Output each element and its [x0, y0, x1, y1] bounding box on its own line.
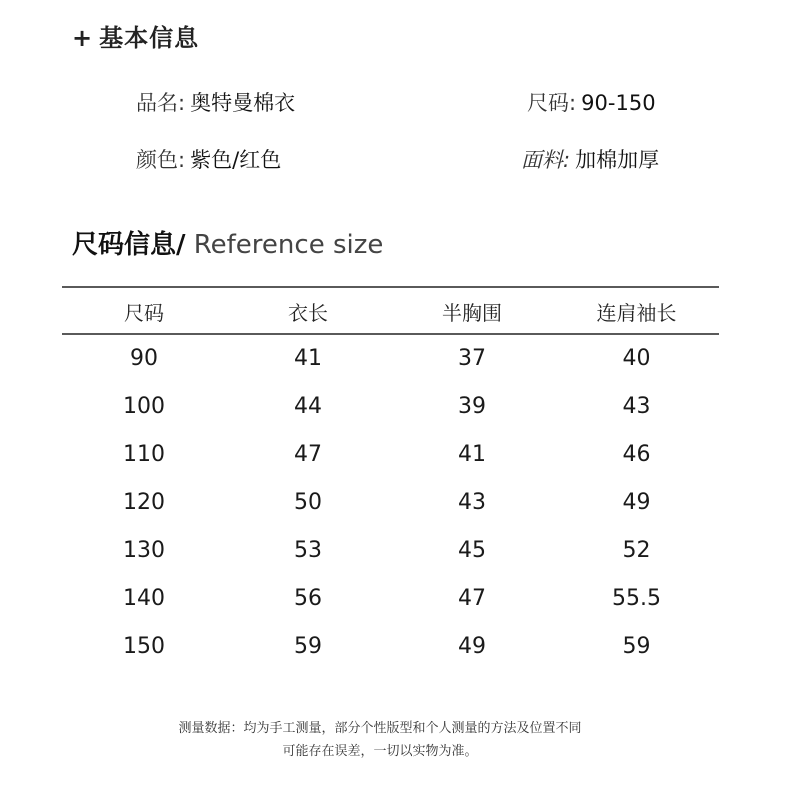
size-info-title-cn: 尺码信息/ — [72, 230, 186, 260]
basic-info-title — [72, 18, 199, 53]
header-sleeve-length: 连肩袖长 — [596, 301, 677, 325]
cell-sleeve-length: 43 — [622, 393, 651, 419]
cell-half-chest: 49 — [458, 633, 486, 659]
header-length: 衣长 — [288, 301, 328, 325]
cell-size: 90 — [130, 345, 158, 371]
table-row — [62, 526, 719, 574]
cell-sleeve-length: 55.5 — [612, 585, 661, 611]
product-name-field — [136, 87, 295, 117]
cell-length: 56 — [294, 585, 322, 611]
product-name-value: 奥特曼棉衣 — [190, 91, 296, 115]
color-label: 颜色: — [136, 148, 186, 172]
table-row — [62, 574, 719, 622]
table-row — [62, 622, 719, 670]
size-table — [62, 289, 719, 670]
cell-length: 41 — [294, 345, 322, 371]
cell-size: 100 — [123, 393, 165, 419]
color-field — [136, 144, 281, 174]
cell-size: 120 — [123, 489, 165, 515]
size-info-title-en: Reference size — [185, 230, 384, 260]
footnote-line-1: 测量数据：均为手工测量，部分个性版型和个人测量的方法及位置不同 — [178, 721, 582, 736]
fabric-label: 面料: — [521, 148, 571, 172]
cell-sleeve-length: 52 — [622, 537, 651, 563]
fabric-field — [521, 144, 659, 174]
cell-half-chest: 47 — [458, 585, 486, 611]
size-range-field — [527, 87, 656, 117]
cell-sleeve-length: 40 — [622, 345, 651, 371]
table-row — [62, 382, 719, 430]
table-row — [62, 430, 719, 478]
footnote-line-2: 可能存在误差，一切以实物为准。 — [282, 744, 478, 759]
basic-info-title-text: 基本信息 — [99, 24, 200, 52]
cell-size: 130 — [123, 537, 165, 563]
color-value: 紫色/红色 — [190, 148, 282, 172]
cell-length: 59 — [294, 633, 322, 659]
cell-half-chest: 43 — [458, 489, 486, 515]
table-row — [62, 478, 719, 526]
size-info-title — [72, 224, 383, 261]
cell-size: 150 — [123, 633, 165, 659]
header-half-chest: 半胸围 — [442, 301, 502, 325]
cell-half-chest: 45 — [458, 537, 486, 563]
table-body — [62, 334, 719, 670]
cell-length: 53 — [294, 537, 322, 563]
size-range-label: 尺码: — [527, 91, 577, 115]
product-name-label: 品名: — [136, 91, 186, 115]
cell-half-chest: 37 — [458, 345, 486, 371]
header-size: 尺码 — [124, 301, 164, 325]
cell-length: 44 — [294, 393, 322, 419]
size-range-value: 90-150 — [581, 91, 656, 115]
cell-size: 110 — [123, 441, 165, 467]
cell-sleeve-length: 59 — [622, 633, 651, 659]
fabric-value: 加棉加厚 — [575, 148, 660, 172]
table-header-row — [62, 289, 719, 334]
cell-sleeve-length: 49 — [622, 489, 651, 515]
table-top-rule — [62, 286, 719, 288]
cell-length: 47 — [294, 441, 322, 467]
cell-sleeve-length: 46 — [622, 441, 651, 467]
cell-half-chest: 39 — [458, 393, 486, 419]
cell-length: 50 — [294, 489, 322, 515]
cell-half-chest: 41 — [458, 441, 486, 467]
table-row — [62, 334, 719, 382]
plus-icon: + — [72, 24, 94, 52]
cell-size: 140 — [123, 585, 165, 611]
